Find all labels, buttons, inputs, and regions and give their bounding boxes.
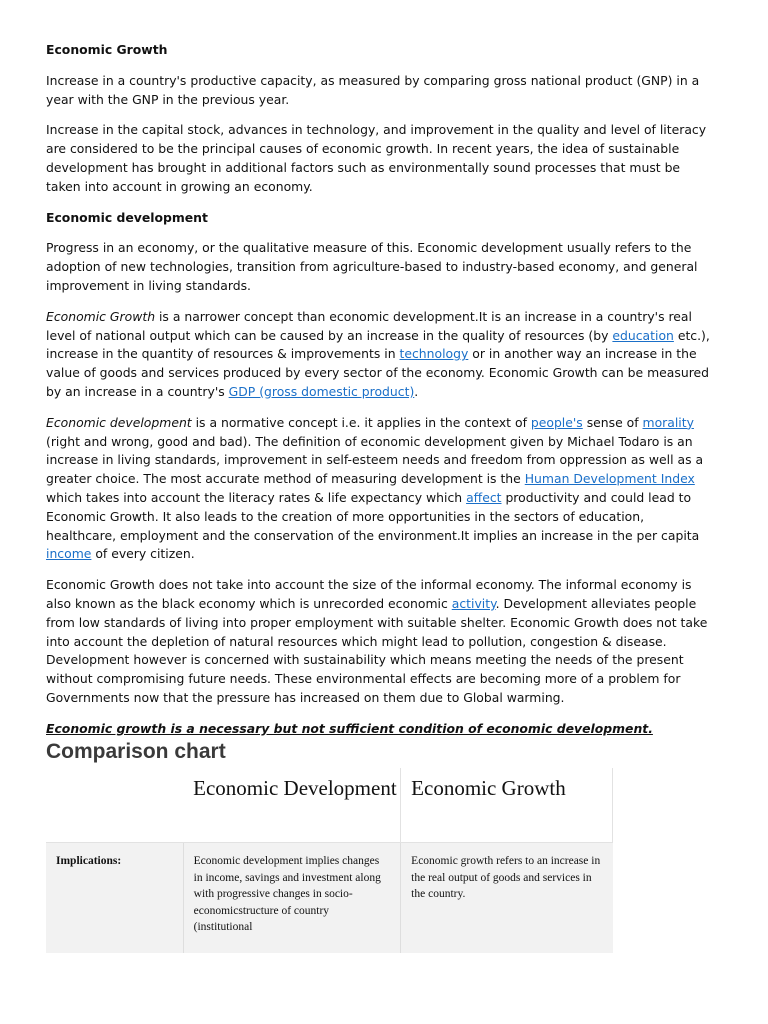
table-header-economic-growth: Economic Growth [401, 768, 613, 843]
article-body [46, 41, 716, 751]
table-header-economic-development: Economic Development [183, 768, 401, 843]
text-segment: . Development alleviates people from low standards of living into proper employment with suitable shelter. Economic Growth does not take into account the depletion of natural resources which might lead to pollution, congestion & disease. Development however is concerned with sustainability which means meeting the needs of the present without compromising future needs. These environmental effects are becoming more of a problem for Governments now that the pressure has increased on them due to Global warming. [46, 595, 708, 705]
comparison-chart-title: Comparison chart [46, 740, 226, 763]
link-human-development-index[interactable]: Human Development Index [524, 471, 695, 487]
text-segment: etc.), increase in the quantity of resources & improvements in [46, 327, 710, 362]
text-segment: . [414, 383, 419, 399]
text-segment: is a normative concept i.e. it applies in the context of [191, 414, 531, 430]
link-gdp[interactable]: GDP (gross domestic product) [228, 383, 415, 399]
text-segment: of every citizen. [91, 546, 195, 562]
link-morality[interactable]: morality [642, 414, 694, 430]
row-label-implications: Implications: [46, 843, 183, 954]
paragraph-development-concept [46, 414, 716, 564]
link-technology[interactable]: technology [399, 346, 469, 362]
link-peoples[interactable]: people's [530, 414, 583, 430]
development-term: Economic development [46, 414, 192, 430]
paragraph-causes: Increase in the capital stock, advances in technology, and improvement in the quality and level of literacy are considered to be the principal causes of economic growth. In recent years, the idea of sustainable development has brought in additional factors such as environmentally sound processes that must be taken into account in growing an economy. [46, 122, 707, 194]
heading-economic-growth: Economic Growth [46, 42, 168, 57]
closing-statement: Economic growth is a necessary but not sufficient condition of economic development. [46, 720, 653, 736]
cell-growth-implications: Economic growth refers to an increase in the real output of goods and services in the country. [401, 843, 613, 954]
link-income[interactable]: income [46, 546, 92, 562]
paragraph-growth-concept [46, 308, 716, 402]
table-header-empty [46, 768, 183, 843]
growth-term: Economic Growth [46, 308, 156, 324]
link-affect[interactable]: affect [466, 489, 502, 505]
text-segment: (right and wrong, good and bad). The definition of economic development given by Michael Todaro is an increase in living standards, improvement in self-esteem needs and freedom from oppression as well as a greater choice. The most accurate method of measuring development is the [46, 433, 704, 487]
text-segment: sense of [582, 414, 643, 430]
text-segment: Economic Growth does not take into account the size of the informal economy. The informal economy is also known as the black economy which is unrecorded economic [46, 577, 692, 611]
link-education[interactable]: education [612, 327, 674, 343]
text-segment: productivity and could lead to Economic Growth. It also leads to the creation of more opportunities in the sectors of education, healthcare, employment and the conservation of the environment.It implies an increase in the per capita [46, 489, 700, 543]
text-segment: or in another way an increase in the value of goods and services produced by every sector of the economy. Economic Growth can be measured by an increase in a country's [46, 346, 709, 399]
paragraph-informal-economy [46, 576, 716, 708]
heading-economic-development: Economic development [46, 209, 208, 225]
paragraph-gnp-definition: Increase in a country's productive capacity, as measured by comparing gross national product (GNP) in a year with the GNP in the previous year. [46, 72, 700, 107]
table-header-row [46, 768, 613, 843]
comparison-table [46, 768, 613, 953]
link-activity[interactable]: activity [451, 595, 496, 611]
table-row [46, 843, 613, 954]
paragraph-development-definition: Progress in an economy, or the qualitative measure of this. Economic development usually refers to the adoption of new technologies, transition from agriculture-based to industry-based economy, and general improvement in living standards. [46, 240, 698, 293]
text-segment: which takes into account the literacy rates & life expectancy which [46, 489, 467, 505]
cell-development-implications: Economic development implies changes in income, savings and investment along with progressive changes in socio-economicstructure of country (institutional [183, 843, 401, 954]
text-segment: is a narrower concept than economic development.It is an increase in a country's real level of national output which can be caused by an increase in the quality of resources (by [46, 308, 692, 343]
